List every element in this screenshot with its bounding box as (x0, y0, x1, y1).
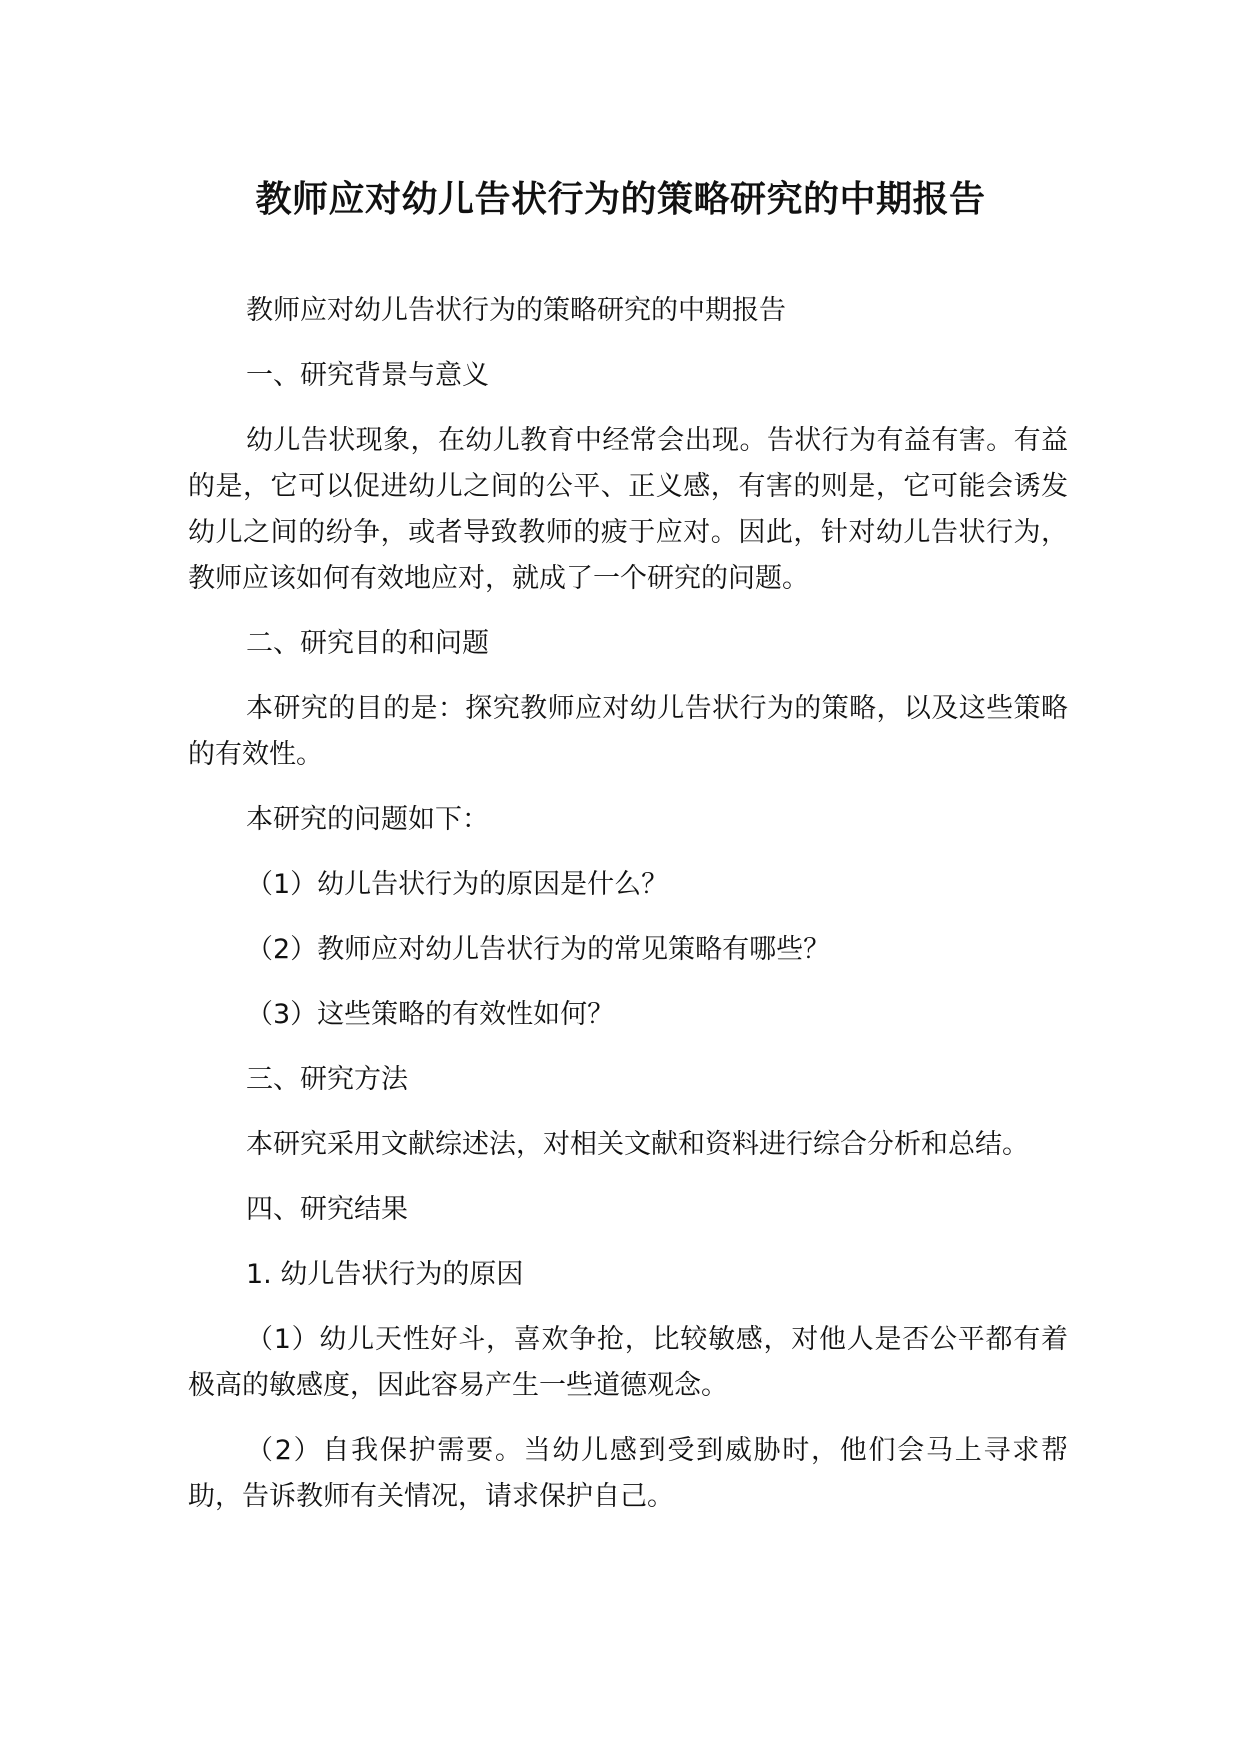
result-item-2: （2）自我保护需要。当幼儿感到受到威胁时，他们会马上寻求帮助，告诉教师有关情况，请求保护自己。 (188, 1435, 1068, 1512)
paragraph-questions-intro: 本研究的问题如下： (246, 804, 489, 835)
paragraph-method: 本研究采用文献综述法，对相关文献和资料进行综合分析和总结。 (246, 1129, 1029, 1160)
paragraph-background: 幼儿告状现象，在幼儿教育中经常会出现。告状行为有益有害。有益的是，它可以促进幼儿之间的公平、正义感，有害的则是，它可能会诱发幼儿之间的纷争，或者导致教师的疲于应对。因此，针对幼儿告状行为，教师应该如何有效地应对，就成了一个研究的问题。 (188, 425, 1068, 594)
question-item-3: （3）这些策略的有效性如何？ (246, 999, 615, 1030)
section-heading-2: 二、研究目的和问题 (246, 628, 489, 659)
paragraph-purpose: 本研究的目的是：探究教师应对幼儿告状行为的策略，以及这些策略的有效性。 (188, 693, 1068, 770)
document-body (188, 288, 1068, 1539)
subsection-heading-1: 1. 幼儿告状行为的原因 (246, 1259, 524, 1290)
section-heading-3: 三、研究方法 (246, 1064, 408, 1095)
question-item-2: （2）教师应对幼儿告状行为的常见策略有哪些？ (246, 934, 831, 965)
section-heading-4: 四、研究结果 (246, 1194, 408, 1225)
document-title: 教师应对幼儿告状行为的策略研究的中期报告 (255, 179, 986, 220)
question-item-1: （1）幼儿告状行为的原因是什么？ (246, 869, 669, 900)
section-heading-1: 一、研究背景与意义 (246, 360, 489, 391)
paragraph-subtitle: 教师应对幼儿告状行为的策略研究的中期报告 (246, 295, 786, 326)
result-item-1: （1）幼儿天性好斗，喜欢争抢，比较敏感，对他人是否公平都有着极高的敏感度，因此容易产生一些道德观念。 (188, 1324, 1068, 1401)
